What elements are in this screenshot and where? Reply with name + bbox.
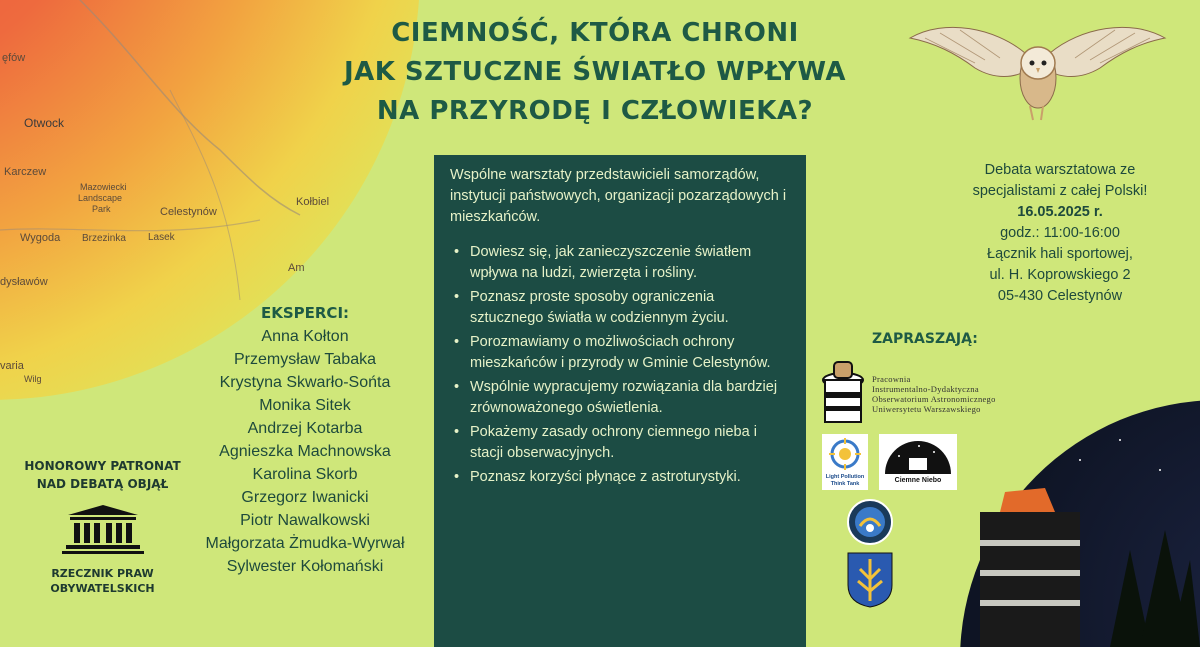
expert-name: Krystyna Skwarło-Sońta — [219, 374, 391, 391]
map-label: Mazowiecki — [80, 182, 127, 192]
event-date: 16.05.2025 r. — [1017, 204, 1103, 220]
ciemne-niebo-icon — [879, 434, 957, 478]
light-pollution-name — [822, 474, 868, 488]
event-place-2: ul. H. Koprowskiego 2 — [989, 267, 1131, 283]
expert-name: Karolina Skorb — [252, 466, 358, 483]
rpo-logo-icon — [62, 503, 144, 555]
map-label: ęfów — [2, 52, 26, 64]
map-label: Otwock — [24, 116, 65, 130]
patron-heading — [10, 457, 195, 493]
rpo-name — [20, 566, 185, 596]
observatory-line-4: Uniwersytetu Warszawskiego — [872, 404, 981, 414]
workshop-bullet-list — [450, 242, 790, 488]
list-item: • Poznasz proste sposoby ograniczenia sztucznego światła w codziennym życiu. — [470, 287, 790, 329]
event-place-1: Łącznik hali sportowej, — [987, 246, 1133, 262]
title-line-3: NA PRZYRODĘ I CZŁOWIEKA? — [376, 96, 814, 126]
workshop-intro: Wspólne warsztaty przedstawicieli samorządów, instytucji państwowych, organizacji pozarządowych i mieszkańców. — [450, 167, 787, 225]
expert-name: Anna Kołton — [261, 328, 349, 345]
map-label: Park — [92, 204, 111, 214]
lp-line-1: Light Pollution — [825, 474, 865, 480]
expert-name: Małgorzata Żmudka-Wyrwał — [205, 535, 405, 552]
round-emblem-icon — [846, 498, 894, 546]
list-item: • Porozmawiamy o możliwościach ochrony mieszkańców i przyrody w Gminie Celestynów. — [470, 332, 790, 374]
map-label: Karczew — [4, 166, 47, 178]
title-line-2: JAK SZTUCZNE ŚWIATŁO WPŁYWA — [343, 57, 847, 87]
map-label: varia — [0, 360, 24, 372]
organizers-heading: ZAPRASZAJĄ: — [872, 331, 978, 347]
rpo-name-line-2: OBYWATELSKICH — [50, 582, 155, 595]
lp-line-2: Think Tank — [830, 481, 860, 487]
map-label: Kołbiel — [296, 196, 330, 208]
expert-name: Agnieszka Machnowska — [219, 443, 391, 460]
list-item: • Poznasz korzyści płynące z astroturystyki. — [470, 467, 790, 488]
event-time: godz.: 11:00-16:00 — [1000, 225, 1120, 241]
map-label: Am — [288, 262, 305, 274]
expert-name: Piotr Nawalkowski — [240, 512, 370, 529]
ciemne-niebo-name: Ciemne Niebo — [894, 477, 942, 484]
map-label: Landscape — [78, 193, 123, 203]
event-line-1: Debata warsztatowa ze — [984, 162, 1136, 178]
patron-line-1: HONOROWY PATRONAT — [24, 459, 181, 473]
expert-name: Andrzej Kotarba — [247, 420, 363, 437]
map-label: Celestynów — [160, 206, 217, 218]
expert-name: Przemysław Tabaka — [234, 351, 376, 368]
list-item: • Wspólnie wypracujemy rozwiązania dla bardziej zrównoważonego oświetlenia. — [470, 377, 790, 419]
map-label: dysławów — [0, 276, 48, 288]
patron-line-2: NAD DEBATĄ OBJĄŁ — [36, 477, 169, 491]
list-item: • Pokażemy zasady ochrony ciemnego nieba i stacji obserwacyjnych. — [470, 422, 790, 464]
experts-section — [180, 302, 430, 578]
rpo-name-line-1: RZECZNIK PRAW — [51, 567, 154, 580]
observatory-logo-icon — [820, 358, 866, 426]
coat-of-arms-icon — [846, 551, 894, 609]
light-pollution-icon — [822, 434, 868, 474]
page-title — [290, 14, 900, 131]
observatory-line-2: Instrumentalno-Dydaktyczna — [872, 384, 979, 394]
title-line-1: CIEMNOŚĆ, KTÓRA CHRONI — [391, 18, 799, 48]
workshop-panel — [434, 155, 806, 647]
expert-name: Grzegorz Iwanicki — [241, 489, 369, 506]
event-place-3: 05-430 Celestynów — [997, 288, 1123, 304]
map-label: Wygoda — [20, 232, 61, 244]
expert-name: Sylwester Kołomański — [226, 558, 384, 575]
expert-name: Monika Sitek — [259, 397, 351, 414]
map-label: Lasek — [148, 232, 175, 243]
observatory-night-photo — [960, 400, 1200, 647]
event-line-2: specjalistami z całej Polski! — [972, 183, 1148, 199]
list-item: • Dowiesz się, jak zanieczyszczenie światłem wpływa na ludzi, zwierzęta i rośliny. — [470, 242, 790, 284]
experts-heading: EKSPERCI: — [260, 304, 350, 322]
observatory-line-3: Obserwatorium Astronomicznego — [872, 394, 996, 404]
map-label: Brzezinka — [82, 233, 126, 244]
owl-icon — [905, 8, 1170, 128]
observatory-line-1: Pracownia — [872, 374, 911, 384]
map-label: Wilg — [24, 374, 42, 384]
observatory-tower-image — [960, 400, 1200, 647]
event-info — [935, 160, 1185, 307]
